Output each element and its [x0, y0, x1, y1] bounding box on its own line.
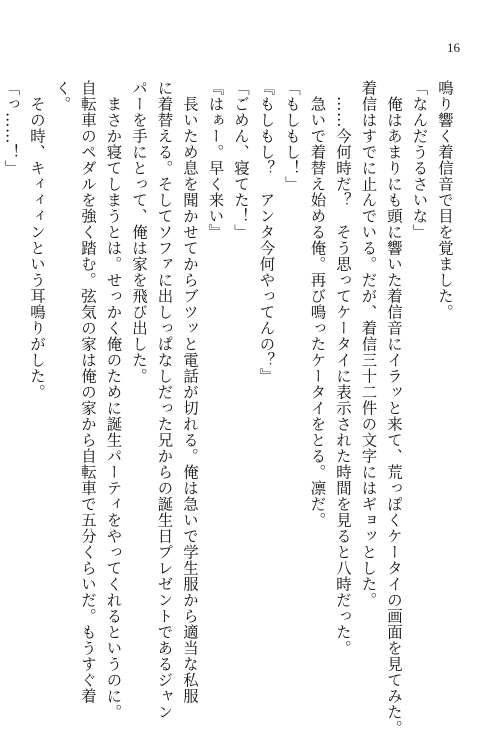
text-line: く。: [53, 80, 72, 112]
page-number: 16: [447, 40, 460, 55]
text-line: 「ごめん、寝てた！」: [232, 80, 250, 240]
text-line: 急いで着替え始める俺。再び鳴ったケータイをとる。凛だ。: [308, 80, 327, 528]
text-line: 「っ……！」: [2, 80, 21, 176]
text-line: まさか寝てしまうとは。せっかく俺のために誕生パーティをやってくれるというのに。: [104, 80, 123, 720]
text-line: 「もしもし！」: [283, 80, 301, 192]
text-line: 着信はすでに止んでいる。だが、着信三十二件の文字にはギョッとした。: [359, 80, 378, 608]
text-line: ……今何時だ？ そう思ってケータイに表示された時間を見ると八時だった。: [334, 80, 352, 656]
text-line: 俺はあまりにも頭に響いた着信音にイラッと来て、荒っぽくケータイの画面を見てみた。: [385, 80, 403, 736]
text-line: 『もしもし？ アンタ今何やってんの？』: [257, 80, 276, 384]
text-line: に着替える。そしてソファに出しっぱなしだった兄からの誕生日プレゼントであるジャン: [155, 80, 174, 720]
text-line: 鳴り響く着信音で目を覚ました。: [436, 80, 454, 320]
text-line: 長いため息を聞かせてからブツッと電話が切れる。俺は急いで学生服から適当な私服: [181, 80, 199, 704]
text-line: その時、キィィィンという耳鳴りがした。: [28, 80, 46, 400]
text-line: 自転車のペダルを強く踏む。弦気の家は俺の家から自転車で五分くらいだ。もうすぐ着: [79, 80, 97, 704]
body-text: [0, 80, 457, 736]
text-line: パーを手にとって、俺は家を飛び出した。: [130, 80, 148, 384]
text-line: 『はぁー。早く来い』: [206, 80, 225, 240]
text-line: 「なんだうるさいな」: [410, 80, 429, 240]
